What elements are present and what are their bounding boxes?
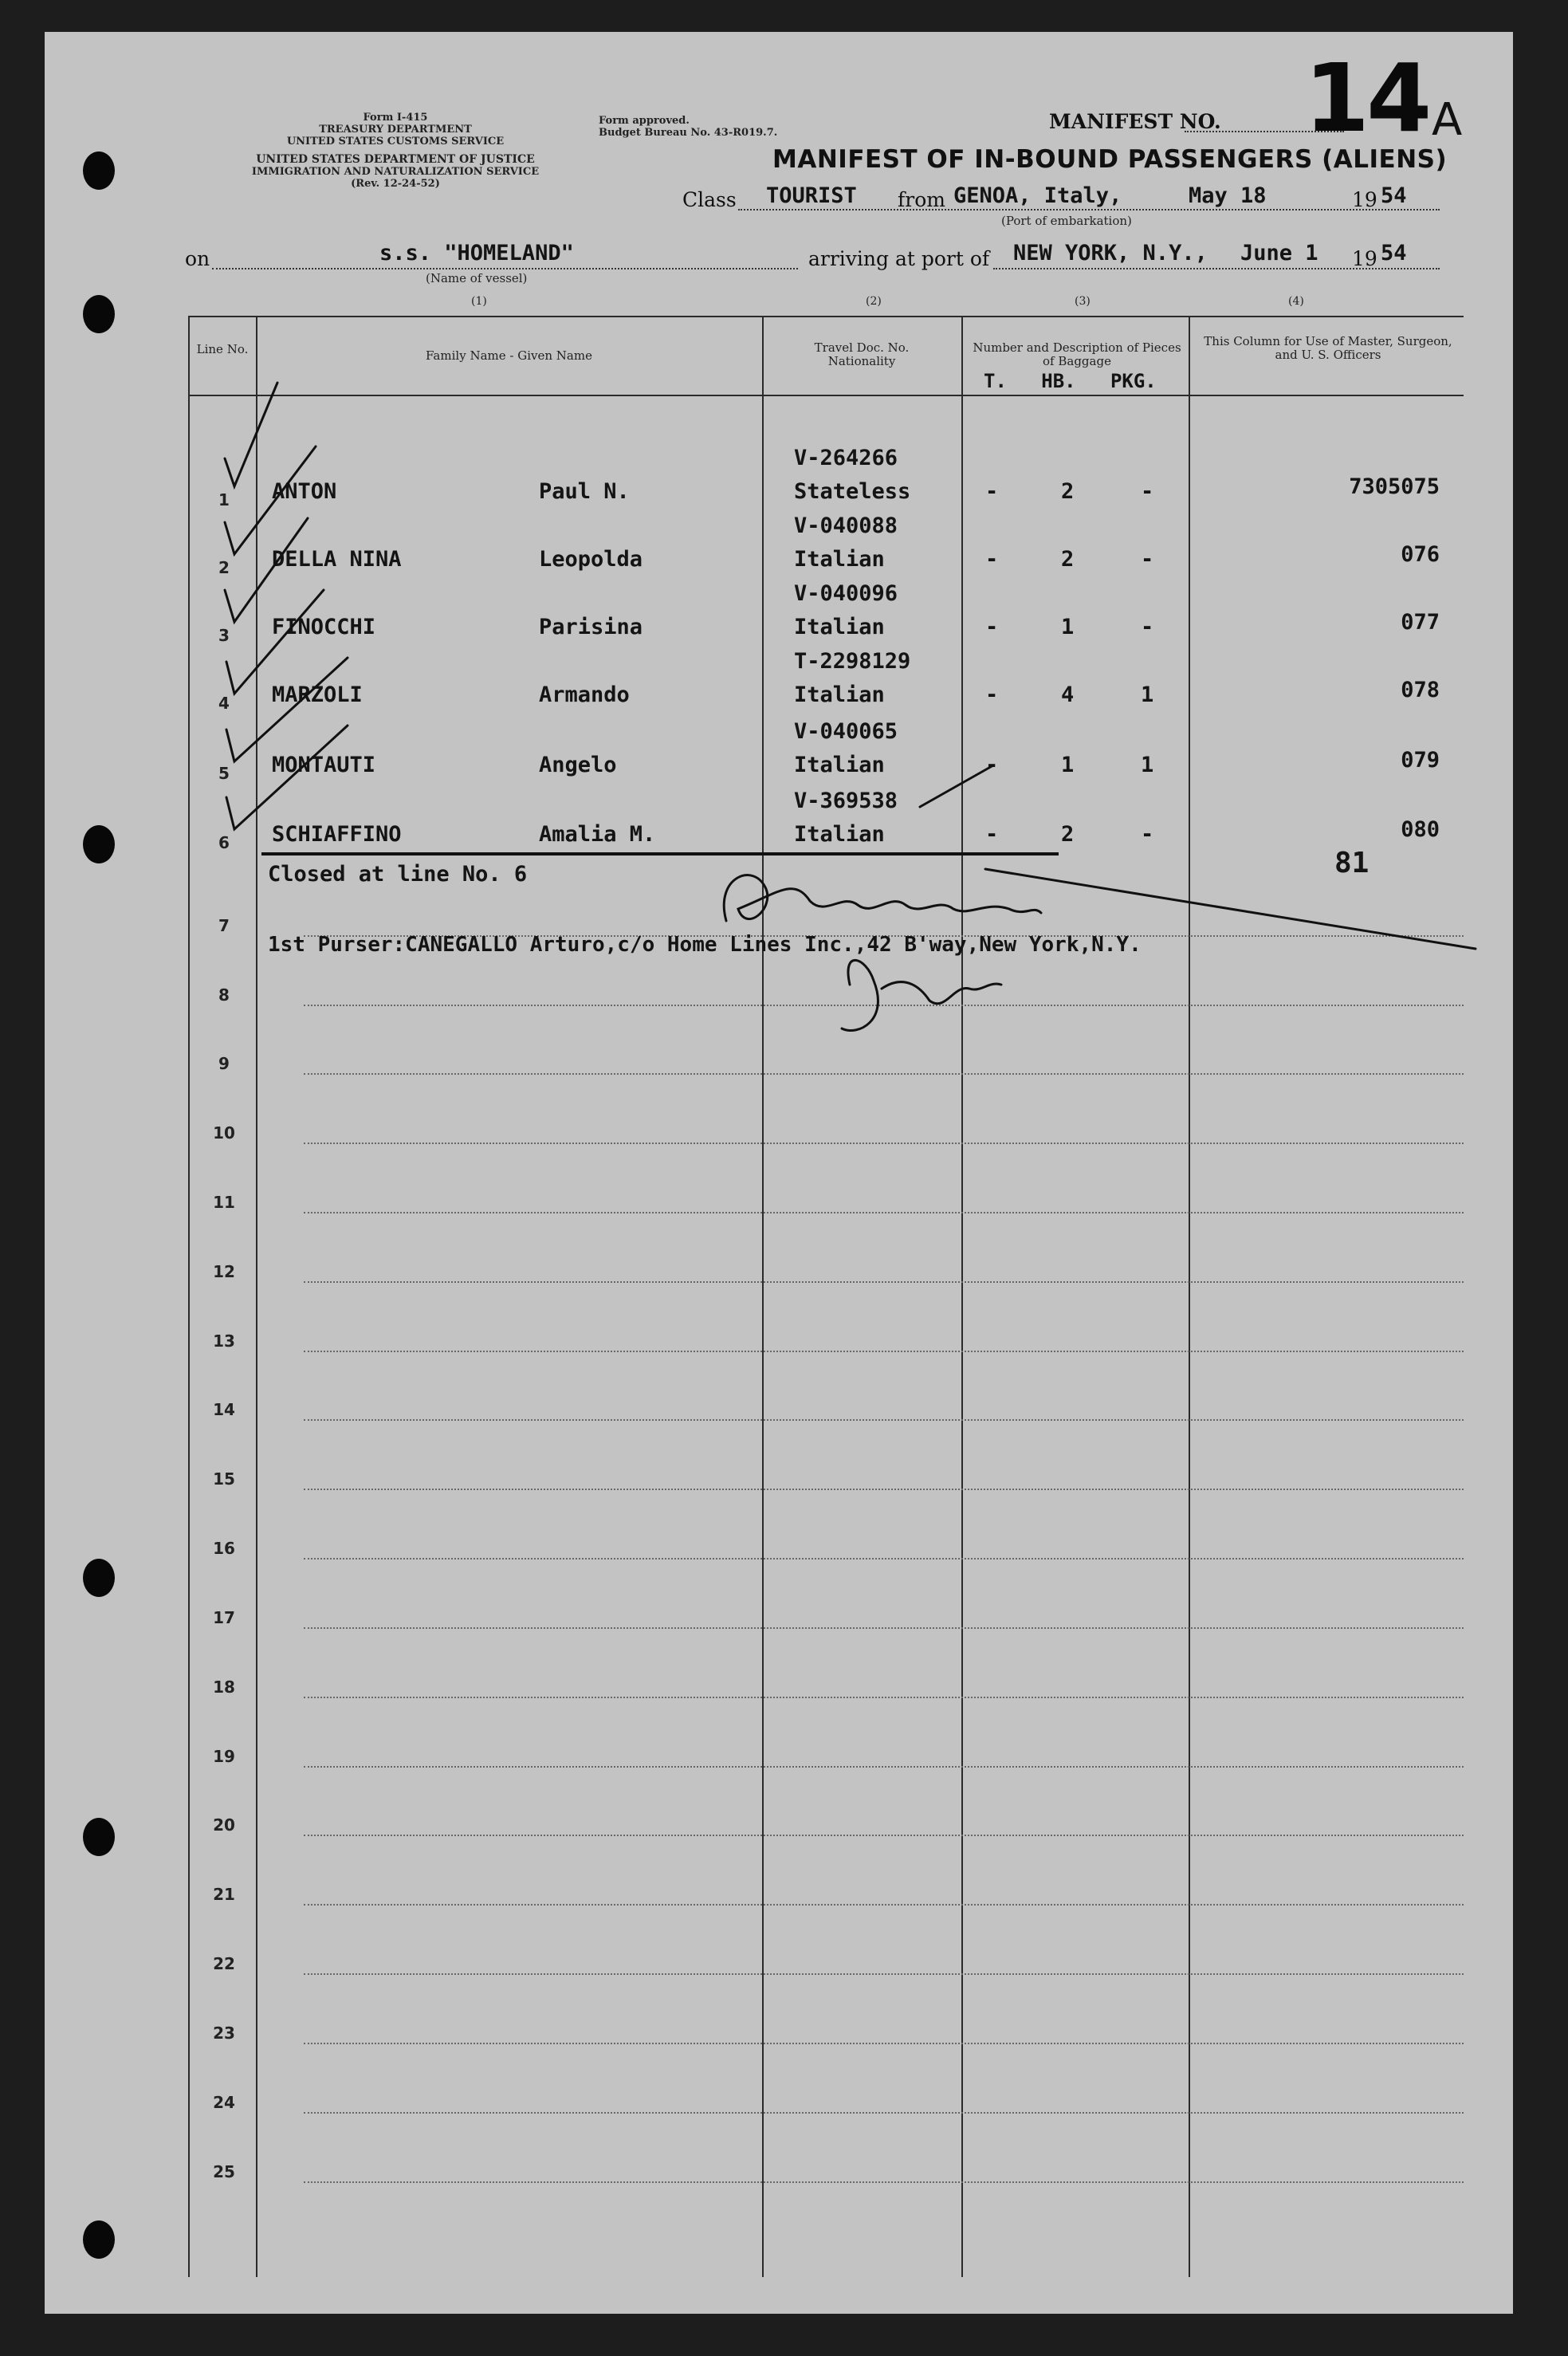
officer-number: 079 [1401,748,1440,773]
class-label: Class [682,188,737,211]
passenger-family-name: DELLA NINA [272,547,402,572]
manifest-suffix: A [1432,94,1463,146]
passenger-nationality: Italian [794,547,885,572]
header-officers: This Column for Use of Master, Surgeon, and U. S. Officers [1204,334,1452,362]
passenger-nationality: Italian [794,682,885,707]
handwriting-overlay [45,32,1513,2314]
col-num-3: (3) [1075,295,1091,308]
baggage-trunks: - [985,615,999,639]
binder-hole [83,1559,115,1597]
year-prefix-2: 19 [1352,247,1377,270]
passenger-nationality: Italian [794,822,885,847]
travel-doc-number: V-040065 [794,719,898,744]
form-revision: (Rev. 12-24-52) [351,178,440,190]
travel-doc-number: V-369538 [794,789,898,813]
vessel-caption: (Name of vessel) [426,271,528,285]
header-line-no: Line No. [196,342,249,356]
cancel-line [985,869,1476,949]
line-number: 20 [213,1815,235,1835]
officer-number: 080 [1401,817,1440,842]
officer-number: 7305075 [1349,474,1440,499]
arriving-label: arriving at port of [808,247,990,270]
closed-text: Closed at line No. 6 [268,862,528,887]
baggage-trunks: - [985,547,999,572]
line-number: 3 [218,626,230,645]
checkmark-5 [226,658,348,761]
form-id: Form I-415 [363,112,428,124]
passenger-family-name: SCHIAFFINO [272,822,402,847]
doc-slash [920,765,993,807]
class-value: TOURIST [766,183,857,208]
line-number: 21 [213,1885,235,1904]
line-number: 17 [213,1608,235,1627]
passenger-given-name: Leopolda [539,547,643,572]
purser-text: 1st Purser:CANEGALLO Arturo,c/o Home Lines Inc.,42 B'way,New York,N.Y. [268,933,1142,957]
vessel-name: s.s. "HOMELAND" [379,241,574,265]
passenger-family-name: ANTON [272,479,337,504]
line-number: 2 [218,558,230,577]
travel-doc-number: V-040096 [794,581,898,606]
baggage-hand: 4 [1061,682,1075,707]
ins-service: IMMIGRATION AND NATURALIZATION SERVICE [251,166,540,178]
manifest-title: MANIFEST OF IN-BOUND PASSENGERS (ALIENS) [772,145,1448,174]
baggage-hand: 2 [1061,547,1075,572]
line-number: 6 [218,833,230,852]
line-number: 13 [213,1331,235,1351]
passenger-family-name: MARZOLI [272,682,363,707]
baggage-hand: 2 [1061,479,1075,504]
binder-hole [83,825,115,863]
departure-year: 54 [1381,183,1407,208]
passenger-nationality: Italian [794,615,885,639]
port-embark-caption: (Port of embarkation) [1001,214,1132,228]
closed-mark: 81 [1334,847,1370,879]
checkmark-4 [226,590,324,694]
justice-dept: UNITED STATES DEPARTMENT OF JUSTICE [256,153,535,166]
line-number: 11 [213,1193,235,1212]
passenger-family-name: MONTAUTI [272,753,376,777]
baggage-hand: 1 [1061,753,1075,777]
year-prefix-1: 19 [1352,188,1377,211]
officer-number: 077 [1401,610,1440,635]
form-approved: Form approved. [599,115,690,127]
header-baggage-sub: T. HB. PKG. [984,370,1157,392]
baggage-packages: 1 [1141,682,1154,707]
baggage-hand: 1 [1061,615,1075,639]
baggage-hand: 2 [1061,822,1075,847]
travel-doc-number: V-264266 [794,446,898,470]
officer-number: 076 [1401,542,1440,567]
col-num-4: (4) [1288,295,1304,308]
checkmark-6 [226,726,348,829]
customs-service: UNITED STATES CUSTOMS SERVICE [286,136,505,147]
line-number: 24 [213,2093,235,2112]
signature-2 [842,960,1001,1030]
binder-hole [83,2220,115,2259]
header-baggage: Number and Description of Pieces of Baggage [973,340,1181,368]
line-number: 1 [218,490,230,509]
baggage-trunks: - [985,682,999,707]
baggage-packages: - [1141,822,1154,847]
from-label: from [898,188,945,211]
baggage-packages: - [1141,479,1154,504]
passenger-given-name: Amalia M. [539,822,656,847]
passenger-given-name: Paul N. [539,479,630,504]
line-number: 10 [213,1123,235,1143]
checkmark-3 [225,518,308,622]
on-label: on [185,247,210,270]
line-number: 15 [213,1469,235,1489]
header-travel-doc: Travel Doc. No. Nationality [814,340,910,368]
manifest-no-label: MANIFEST NO. [1049,110,1221,133]
passenger-family-name: FINOCCHI [272,615,376,639]
passenger-given-name: Angelo [539,753,617,777]
line-number: 7 [218,916,230,935]
line-number: 12 [213,1262,235,1281]
col-num-1: (1) [471,295,487,308]
baggage-trunks: - [985,479,999,504]
line-number: 23 [213,2024,235,2043]
treasury-dept: TREASURY DEPARTMENT [319,124,472,136]
budget-bureau: Budget Bureau No. 43-R019.7. [599,127,778,139]
baggage-trunks: - [985,753,999,777]
travel-doc-number: V-040088 [794,513,898,538]
line-number: 22 [213,1954,235,1973]
line-number: 16 [213,1539,235,1558]
line-number: 14 [213,1400,235,1419]
travel-doc-number: T-2298129 [794,649,911,674]
col-num-2: (2) [866,295,882,308]
line-number: 19 [213,1747,235,1766]
checkmark-1 [225,383,277,486]
line-number: 4 [218,694,230,713]
baggage-packages: - [1141,547,1154,572]
passenger-given-name: Parisina [539,615,643,639]
header-name: Family Name - Given Name [426,348,592,363]
manifest-number: 14 [1304,43,1429,153]
arrival-year: 54 [1381,241,1407,265]
passenger-given-name: Armando [539,682,630,707]
binder-hole [83,1818,115,1856]
arrival-port: NEW YORK, N.Y., [1013,241,1208,265]
line-number: 18 [213,1678,235,1697]
line-number: 9 [218,1054,230,1073]
departure-date: May 18 [1189,183,1267,208]
officer-number: 078 [1401,678,1440,702]
passenger-nationality: Stateless [794,479,911,504]
line-number: 5 [218,764,230,783]
from-value: GENOA, Italy, [953,183,1122,208]
arrival-date: June 1 [1240,241,1318,265]
baggage-trunks: - [985,822,999,847]
passenger-nationality: Italian [794,753,885,777]
binder-hole [83,151,115,190]
line-number: 8 [218,985,230,1005]
line-number: 25 [213,2162,235,2181]
manifest-sheet [45,32,1513,2314]
binder-hole [83,295,115,333]
baggage-packages: 1 [1141,753,1154,777]
checkmark-2 [225,446,316,554]
signature-1 [724,875,1041,921]
baggage-packages: - [1141,615,1154,639]
